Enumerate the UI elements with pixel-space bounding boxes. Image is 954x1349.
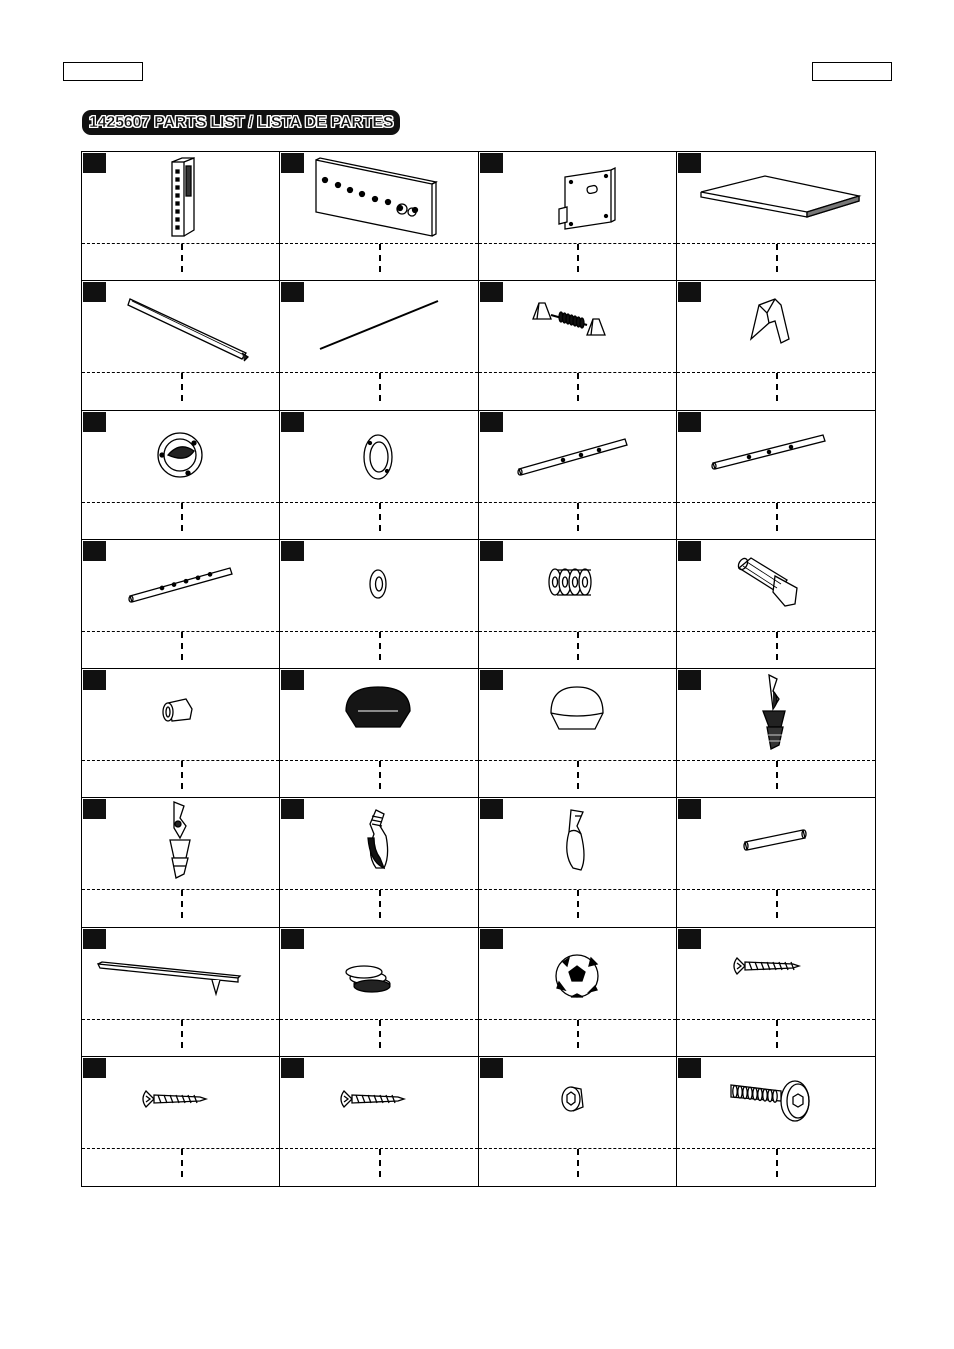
quantity-split: [577, 373, 579, 401]
quantity-split: [181, 632, 183, 660]
hex-bolt-icon: [677, 1057, 873, 1149]
part-cell: [280, 798, 478, 927]
quantity-split: [181, 373, 183, 401]
part-cell: [479, 540, 677, 669]
rod-bearing-icon: [82, 411, 278, 503]
player-rod-3-holes-icon: [479, 411, 675, 503]
light-player-figure-icon: [82, 798, 278, 890]
quantity-split: [379, 890, 381, 918]
goal-rail-icon: [82, 928, 278, 1020]
rubber-bumpers-icon: [479, 540, 675, 632]
page-label-box-left: [63, 62, 143, 81]
quantity-split: [577, 1149, 579, 1177]
quantity-split: [776, 632, 778, 660]
quantity-split: [577, 761, 579, 789]
part-cell: [677, 798, 875, 927]
quantity-split: [577, 632, 579, 660]
long-rail-icon: [82, 281, 278, 373]
quantity-split: [776, 1149, 778, 1177]
dark-handle-icon: [280, 669, 476, 761]
part-cell: [479, 928, 677, 1057]
part-cell: [280, 281, 478, 410]
part-cell: [82, 1057, 280, 1186]
part-cell: [280, 540, 478, 669]
part-cell: [677, 540, 875, 669]
part-cell: [677, 1057, 875, 1186]
quantity-split: [181, 244, 183, 272]
part-cell: [677, 928, 875, 1057]
part-cell: [280, 152, 478, 281]
part-cell: [82, 152, 280, 281]
player-rod-3-holes-alt-icon: [677, 411, 873, 503]
quantity-split: [181, 1149, 183, 1177]
washer-icon: [280, 540, 476, 632]
parts-grid: [81, 151, 876, 1187]
part-cell: [479, 152, 677, 281]
upright-post-icon: [82, 152, 278, 244]
part-cell: [82, 798, 280, 927]
parts-list-title-text: 1425607 PARTS LIST / LISTA DE PARTES: [89, 113, 394, 131]
part-cell: [82, 928, 280, 1057]
page-label-box-right: [812, 62, 892, 81]
part-cell: [479, 411, 677, 540]
quantity-split: [776, 244, 778, 272]
parts-list-title: [82, 110, 400, 135]
board-panel-icon: [677, 152, 873, 244]
quantity-split: [776, 373, 778, 401]
ring-plate-icon: [280, 411, 476, 503]
part-cell: [82, 281, 280, 410]
quantity-split: [181, 503, 183, 531]
pin-icon: [677, 798, 873, 890]
quantity-split: [181, 761, 183, 789]
part-cell: [280, 928, 478, 1057]
quantity-split: [379, 1149, 381, 1177]
part-cell: [280, 669, 478, 798]
part-cell: [677, 152, 875, 281]
quantity-split: [379, 632, 381, 660]
part-cell: [82, 540, 280, 669]
quantity-split: [776, 1020, 778, 1048]
spring-bumper-assembly-icon: [479, 281, 675, 373]
quantity-split: [577, 1020, 579, 1048]
part-cell: [479, 798, 677, 927]
quantity-split: [577, 503, 579, 531]
long-screw-icon: [677, 928, 873, 1020]
front-panel-icon: [280, 152, 476, 244]
player-rod-5-holes-icon: [82, 540, 278, 632]
part-cell: [82, 411, 280, 540]
soccer-ball-icon: [479, 928, 675, 1020]
bumper-foot-icon: [677, 281, 873, 373]
part-cell: [82, 669, 280, 798]
part-cell: [677, 281, 875, 410]
light-handle-icon: [479, 669, 675, 761]
part-cell: [677, 411, 875, 540]
light-score-counter-icon: [479, 798, 675, 890]
quantity-split: [776, 761, 778, 789]
felt-pads-icon: [280, 928, 476, 1020]
bracket-plate-icon: [479, 152, 675, 244]
quantity-split: [379, 244, 381, 272]
quantity-split: [379, 761, 381, 789]
quantity-split: [181, 1020, 183, 1048]
quantity-split: [776, 503, 778, 531]
quantity-split: [181, 890, 183, 918]
medium-screw-alt-icon: [280, 1057, 476, 1149]
quantity-split: [379, 373, 381, 401]
part-cell: [280, 411, 478, 540]
rod-end-cap-icon: [677, 540, 873, 632]
quantity-split: [776, 890, 778, 918]
thin-rod-icon: [280, 281, 476, 373]
medium-screw-icon: [82, 1057, 278, 1149]
small-cap-icon: [82, 669, 278, 761]
quantity-split: [577, 890, 579, 918]
quantity-split: [379, 503, 381, 531]
part-cell: [479, 1057, 677, 1186]
hex-nut-icon: [479, 1057, 675, 1149]
quantity-split: [577, 244, 579, 272]
dark-player-figure-icon: [677, 669, 873, 761]
part-cell: [479, 281, 677, 410]
dark-score-counter-icon: [280, 798, 476, 890]
part-cell: [280, 1057, 478, 1186]
part-cell: [677, 669, 875, 798]
quantity-split: [379, 1020, 381, 1048]
part-cell: [479, 669, 677, 798]
